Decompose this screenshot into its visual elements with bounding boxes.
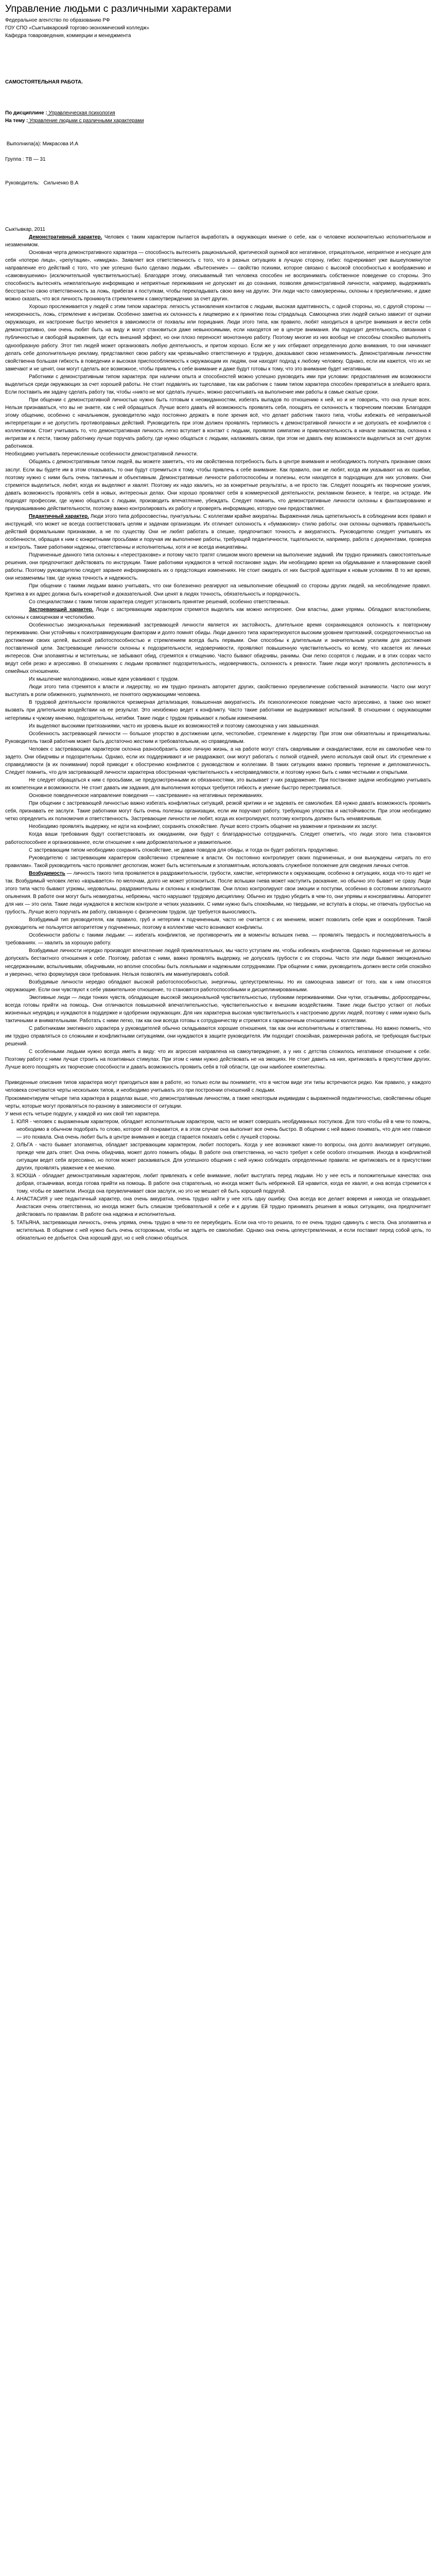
paragraph: Подчиненные данного типа склонны к «перестраховке» и потому часто тратят слишком много времени на выполнение заданий. Им трудно принимать самостоятельные решения, они предпочитают действовать по инструкции. Такие работники нуждаются в четкой постановке задач. Им необходимо время на обдумывание и планирование своей работы. Поэтому руководителю следует заранее информировать их о предстоящих изменениях. Не стоит ожидать от них быстрой адаптации к новым условиям. В то же время, они незаменимы там, где нужна точность и надежность. bbox=[5, 552, 431, 582]
paragraph: Возбудимые личности нередко обладают высокой работоспособностью, энергичны, целеустремленны. Но их самооценка зависит от того, как к ним относятся окружающие. Если они чувствуют к себе уважительное отношение, то становятся работоспособными и дисциплинированными. bbox=[5, 979, 431, 993]
document-title: Управление людьми с различными характерами bbox=[5, 3, 232, 14]
list-item: 4. АНАСТАСИЯ у нее педантичный характер, она очень аккуратна, очень трудно найти у нее хоть одну ошибку. Она всегда все делает вовремя и никогда не опаздывает. Анастасия очень ответственна, но иногда может быть слишком требовательной к себе и к другим. Ей трудно принимать решения в новых ситуациях, она предпочитает действовать по правилам. В работе она надежна и исполнительна. bbox=[16, 1195, 431, 1218]
paragraph-text: — личность такого типа проявляется в раздражительности, грубости, хамстве, нетерпимости к окружающим, особенно в ситуациях, когда что-то идет не так. Возбудимый человек легко «взрывается» по мелочам, долго не может успокоиться. После вспышки гнева может наступить раскаяние, но обычно это бывает не сразу. Люди этого типа часто бывают угрюмы, недовольны, раздражительны и склонны к конфликтам. Они плохо контролируют свои эмоции и поступки, особенно в состоянии алкогольного опьянения. В работе они могут быть неаккуратны, небрежны, часто нарушают трудовую дисциплину. Обычно их трудно убедить в чем-то, они упрямы и консервативны. Авторитет для них — это сила. Такие люди нуждаются в жестком контроле и четких указаниях. С ними нужно быть спокойными, но твердыми, не вступать в споры, не отвечать грубостью на грубость. Лучше всего поручать им работу, связанную с физическим трудом, где требуется выносливость. bbox=[5, 870, 431, 916]
topic-line bbox=[5, 117, 431, 125]
header-line-college: ГОУ СПО «Сыктывкарский торгово-экономический колледж» bbox=[5, 25, 149, 31]
paragraph: Люди этого типа стремятся к власти и лидерству, но им трудно признать авторитет других, свойственно преувеличение собственной значимости. Часто они могут выступать в роли обиженного, ущемленного, не понятого окружающими человека. bbox=[5, 684, 431, 698]
paragraph: При общении с застревающей личностью важно избегать конфликтных ситуаций, резкой критики и не задевать ее самолюбия. Ей нужно давать возможность проявить себя, признавать ее заслуги. Такие работники могут быть очень полезны организации, если им поручают работу, требующую упорства и настойчивости. При этом необходимо четко определить их полномочия и ответственность. Застревающие личности не любят, когда их контролируют, поэтому контроль должен быть ненавязчивым. bbox=[5, 801, 431, 822]
paragraph: С особенными людьми нужно всегда иметь в виду: что их агрессия направлена на самоутверждение, а у них с детства сложилось негативное отношение к себе. Поэтому работу с ними лучше строить на позитивных стимулах. При этом с ними нужно действовать не на эмоциях. Не стоит давить на них, критиковать в присутствии других. Лучше всего поощрять их творческие способности и давать возможность проявить себя в той области, где они наиболее компетентны. bbox=[5, 1049, 431, 1071]
paragraph: Необходимо проявлять выдержку, не идти на конфликт, сохранять спокойствие. Лучше всего строить общение на уважении и признании их заслуг. bbox=[29, 824, 378, 830]
paragraph bbox=[5, 606, 431, 621]
paragraph: С работниками эмотивного характера у руководителей обычно складываются хорошие отношения, так как они исполнительны и ответственны. Но важно помнить, что им трудно справляться со сложными и конфликтными ситуациями, они нуждаются в защите руководителя. Им подходит спокойная, размеренная работа, не требующая быстрых решений. bbox=[5, 1026, 431, 1047]
section-term: Возбудимость bbox=[29, 870, 65, 876]
paragraph: У меня есть четыре подруги, у каждой из них свой тип характера. bbox=[5, 1111, 161, 1117]
student-label: Выполнила(а): bbox=[6, 141, 41, 147]
header-line-agency: Федеральное агентство по образованию РФ bbox=[5, 18, 110, 23]
paragraph-text: Человек с таким характером пытается выработать в окружающих мнение о себе, как о человеке исключительно исполнительном и незаменимом. bbox=[5, 234, 431, 248]
paragraph: Со специалистами с таким типом характера следует установить принятие решений, особенно ответственных. bbox=[29, 599, 290, 605]
group-line bbox=[5, 156, 431, 163]
paragraph: Человек с застревающим характером склонна разнообразить свою личную жизнь, а на работе могут стать сварливыми и скандалистами, если их самолюбие чем-то задето. Они обидчивы и подозрительны. Однако, если их поддерживают и не раздражают, они могут работать с полной отдачей, умело используя свой опыт. Их стремление к справедливости (в их понимании) порой приводит к обострению конфликтов с руководством и коллегами. В таких ситуациях важно проявить терпение и дипломатичность. Следует помнить, что для застревающей личности характерна обостренная чувствительность к несправедливости, и поэтому нужно быть с ними честными и открытыми. bbox=[5, 746, 431, 775]
paragraph: Особенностью эмоциональных переживаний застревающей личности является их застойность, длительное время сохраняющаяся склонность к повторному переживанию. Они устойчивы к психотравмирующим факторам и долго помнят обиды. Люди данного типа характеризуются высоким уровнем притязаний, сосредоточенностью на достижении своих целей, высокой работоспособностью и стремлением всегда быть первыми. Они способны к длительным и значительным усилиям для достижения поставленной цели. Застревающие личности склонны к подозрительности, недоверчивости, проявляют повышенную чувствительность ко всему, что касается их личных интересов. Они злопамятны и мстительны, не забывают обид, стремятся к отмщению. Часто бывают обидчивы, ранимы. Они легко ссорятся с людьми, и в этих ссорах часто ведут себя резко и агрессивно. В отношениях с людьми проявляют подозрительность, недоверчивость, склонность к ревности. Такие люди могут проявлять деспотичность в семейных отношениях. bbox=[5, 622, 431, 675]
group-value: ТВ — 31 bbox=[24, 157, 46, 163]
paragraph: Руководителю с застревающим характером свойственно стремление к власти. Он постоянно контролирует своих подчиненных, и они вынуждены «играть по его правилам». Такой руководитель часто проявляет деспотизм, может быть мстительным и злопамятным, использовать служебное положение для сведения личных счетов. bbox=[5, 855, 431, 869]
paragraph bbox=[5, 513, 431, 551]
paragraph: С застревающим типом необходимо сохранять спокойствие, не давая поводов для обиды, и тогда он будет работать продуктивно. bbox=[29, 847, 339, 853]
paragraph: Их мышление малоподвижно, новые идеи усваивают с трудом. bbox=[29, 676, 179, 683]
paragraph: Не следует обращаться к ним с просьбами, не предусмотренными их обязанностями, это вызывает у них раздражение. При постановке задачи необходимо учитывать их компетенции и возможности. Не стоит давать им задания, для выполнения которых требуется гибкость и умение быстро перестраиваться. bbox=[5, 777, 431, 791]
discipline-value: Управленческая психология bbox=[47, 110, 115, 116]
paragraph: Хорошо прослеживается у людей с этим типом характера: легкость установления контактов с людьми, высокая адаптивность, с одной стороны, но, с другой стороны — неискренность, ложь, стремление к интригам. Особенно заметна их склонность к лицемерию и к принятию позы страдальца. Самооценка этих людей сильно зависит от оценки окружающих, их настроение быстро меняется в зависимости от похвалы или порицания. Люди этого типа, как правило, любят находиться в центре внимания и вести себя демонстративно, они очень любят быть на виду и могут становиться даже невыносимыми, если находятся не в центре внимания. Им подходит деятельность, связанная с публичностью и свободой выражения, где есть внешний эффект, но они плохо переносят монотонную работу. Поэтому многие из них вообще не способны спокойно выполнять однообразную работу. Этот тип людей может организовать любую деятельность, и притом хорошо. Если же у них отбирают определенную долю внимания, то они начинают делать себе дополнительную рекламу, представляют свою работу как чрезвычайно ответственную и трудную, доказывают свою незаменимость. Демонстративным личностям свойственна большая гибкость в поведении и высокая приспособляемость к окружающим их людям, они находят подход к любому человеку. Однако, если им кажется, что их не замечают и не ценят, они могут сделать все возможное, чтобы привлечь к себе внимание и даже будут готовы к тому, что это внимание будет негативным. bbox=[5, 304, 431, 372]
section-term: Педантичный характер. bbox=[29, 513, 89, 519]
friends-list bbox=[5, 1118, 431, 1242]
paragraph: Возбудимый тип руководителя, как правило, груб и нетерпим к подчиненным, часто не считается с их мнением, может позволить себе крик и оскорбления. Такой руководитель не пользуется авторитетом у подчиненных, поэтому в коллективе часто возникают конфликты. bbox=[5, 917, 431, 931]
paragraph-text: Люди с застревающим характером стремятся выделить как можно интереснее. Они властны, даже упрямы. Обладают властолюбием, склонны к самоценкам и честолюбию. bbox=[5, 606, 431, 620]
paragraph bbox=[5, 233, 431, 249]
list-item: 3. КСЮША - обладает демонстративным характером, любит привлекать к себе внимание, любит выступать перед людьми. Но у нее есть и положительные качества: она добрая, отзывчивая, всегда готова прийти на помощь. В работе она старательна, но иногда может быть небрежной. Ей нравится, когда ее хвалят, и она всегда стремится к тому, чтобы ее заметили. Иногда она преувеличивает свои заслуги, но это не мешает ей быть хорошей подругой. bbox=[16, 1172, 431, 1195]
paragraph: Основная черта демонстративного характера — способность вытеснять рациональной, критической оценкой все негативное, отрицательное, неприятное и несущее для себя «потерю лица», «репутации», «имиджа». Заявляет вся ответственность с того, что в разных ситуациях в лучшую сторону, гибко: подчеркивает уже вышеупомянутое направление его действий с того, что уже успешно было сделано людьми. «Вытеснение» — свойство психики, которое связано с высокой способностью к воображению и «самовнушению» (исключительной чувствительностью). Благодаря этому, описываемый тип человека способен не воспринимать собственное поведение со стороны. Это способность вытеснять нежелательную информацию и неприятные переживания не допускает их до сознания, позволяя демонстративной личности, например, выдерживать бесстрастно свою ответственность за ложь, прибегая к поступкам, чтобы перекладывать свою вину на других. Эти люди часто самоуверенны, склонны к преувеличению, и даже можно сказать, что вся личность проникнута стремлением к самоутверждению за счет других. bbox=[5, 249, 431, 302]
paragraph: Особенность застревающей личности — большое упорство в достижении цели, честолюбие, стремление к лидерству. При этом они обязательны и принципиальны. Руководитель такой работник может быть достаточно жестким и требовательным, но справедливым. bbox=[5, 731, 431, 744]
list-item: 2. ОЛЬГА - часто бывает злопамятна, обладает застревающим характером, любит поспорить. Когда у нее возникают какие-то вопросы, она долго анализирует ситуацию, прежде чем дать ответ. Она очень обидчива, может долго помнить обиды. В работе она ответственна, но часто требует к себе особого отношения. Иногда в конфликтной ситуации ведет себя агрессивно, но потом может раскаиваться. Для успешного общения с ней нужно соблюдать определенные правила: не критиковать ее в присутствии других, проявлять уважение к ее мнению. bbox=[16, 1141, 431, 1172]
city-year: Сыктывкар, 2011 bbox=[5, 226, 45, 232]
paragraph bbox=[5, 870, 431, 916]
work-type: САМОСТОЯТЕЛЬНАЯ РАБОТА. bbox=[5, 79, 83, 86]
topic-value: Управление людьми с различными характерами bbox=[28, 118, 144, 124]
paragraph: Общаясь с демонстративным типом людей, вы можете заметить, что им свойственна потребность быть в центре внимания и необходимость получать признание своих заслуг. Если вы будете им в этом отказывать, то они будут стремиться к тому, чтобы привлечь к себе внимание. Как правило, они не любят, когда им указывают на их ошибки, поэтому нужно с ними быть очень тактичным и объективным. Демонстративные личности работоспособны и полезны, если находятся в подходящих для них условиях. Они стремятся выделиться, любят, когда их выделяют и хвалят. Поэтому их надо хвалить, но за конкретные результаты, а не просто так. Следует поощрять их творческие усилия, давать возможность проявлять себя в новых, интересных делах. Они хорошо проявляют себя в коммерческой деятельности, рекламном бизнесе, в театре, на эстраде. Им подходят профессии, где нужно общаться с людьми, производить впечатление, убеждать. Следует помнить, что демонстративные личности склонны к фантазированию и приукрашиванию действительности, поэтому важно контролировать их работу и проверять информацию, которую они предоставляют. bbox=[5, 459, 431, 512]
paragraph-text: Люди этого типа добросовестны, пунктуальны. С коллегами крайне аккуратны. Выраженная лишь щепетильность в соблюдении всех правил и инструкций, что может не всегда соответствовать целям и задачам организации. Их отличает склонность к «бумажному» стилю работы: они склонны оценивать правильность действий формальными признаками, а не по существу. Они не любят работать в спешке, предпочитают точность и аккуратность. Руководителю следует учитывать их особенности, обращая к ним с конкретными просьбами и поручая им выполнение работы, требующей педантичности, тщательности, например, работа с документами, проверка и контроль. Такие работники надежны, ответственны и исполнительны, хотя и не всегда инициативны. bbox=[5, 513, 431, 551]
supervisor-value: Сильченко В.А bbox=[43, 180, 79, 186]
section-term: Демонстративный характер. bbox=[29, 234, 102, 240]
discipline-label: По дисциплине : bbox=[5, 110, 47, 116]
paragraph: Необходимо учитывать перечисленные особенности демонстративной личности. bbox=[5, 451, 198, 457]
student-line bbox=[5, 140, 431, 148]
document-page bbox=[0, 2, 436, 1242]
supervisor-label: Руководитель: bbox=[5, 180, 40, 186]
supervisor-line bbox=[5, 179, 431, 187]
paragraph: В трудовой деятельности проявляются чрезмерная детализация, повышенная аккуратность. Их психологическое поведение часто агрессивно, а также оно может вызвать при длительном воздействии на ее результат. Это неизбежно ведет к конфликту. Часто такие работники не выдерживают испытаний. В отношении с окружающими нетерпимы к чужому мнению, подозрительны, негибки. Такие люди с трудом привыкают к любым изменениям. bbox=[5, 700, 431, 721]
paragraph: Особенности работы с такими людьми: — избегать конфликтов, не противоречить им в моменты вспышек гнева. — проявлять твердость и последовательность в требованиях. — хвалить за хорошую работу. bbox=[5, 933, 431, 946]
paragraph: Приведенные описания типов характера могут пригодиться вам в работе, но только если вы понимаете, что в чистом виде эти типы встречаются редко. Как правило, у каждого человека сочетаются черты нескольких типов, и необходимо учитывать это при построении отношений с людьми. bbox=[5, 1080, 431, 1094]
section-term: Застревающий характер. bbox=[29, 606, 94, 613]
paragraph: Эмотивные люди — люди тонких чувств, обладающие высокой эмоциональной чувствительностью, глубокими переживаниями. Они чутки, отзывчивы, добросердечны, всегда готовы прийти на помощь. Они отличаются повышенной впечатлительностью, чувствительностью к внешним воздействиям. Такие люди быстро устают от любых жизненных неурядиц и нуждаются в поддержке и одобрении окружающих. Для них характерна высокая чувствительность к настроению других людей, поэтому с ними нужно быть тактичными и внимательными. Работать с ними легко, так как они всегда готовы к сотрудничеству и стремятся к гармоничным отношениям с коллегами. bbox=[5, 994, 431, 1024]
topic-label: На тему : bbox=[5, 118, 28, 124]
paragraph: Их выделяют высокими притязаниями, часто их уровень выше их возможностей и поэтому самооценка у них завышенная. bbox=[29, 723, 320, 729]
list-item: 5. ТАТЬЯНА, застревающая личность, очень упряма, очень трудно в чем-то ее переубедить. Если она что-то решила, то ее очень трудно сдвинуть с места. Она злопамятна и мстительна. В общении с ней нужно быть очень осторожным, чтобы не задеть ее самолюбие. Однако она очень целеустремленная, и если поставит перед собой цель, то обязательно ее добьется. Она хороший друг, но с ней сложно общаться. bbox=[16, 1219, 431, 1242]
paragraph: Когда ваши требования будут соответствовать их ожиданиям, они будут с благодарностью сотрудничать. Следует отметить, что люди этого типа становятся работоспособнее и организованнее, если отношение к ним доброжелательное и уважительное. bbox=[5, 832, 431, 845]
paragraph: Возбудимые личности нередко производят впечатление людей привлекательных, мы часто уступаем им, чтобы избежать конфликтов. Однако подчиненные не должны допускать бестактного отношения к себе. Поэтому, работая с ними, важно проявлять выдержку, не допускать грубости с их стороны. Часто эти люди бывают эмоционально несдержанными, вспыльчивыми, обидчивыми, но вполне способны быть лояльными и надежными сотрудниками. При общении с ними, руководитель должен вести себя спокойно и уверенно, четко формулируя свои требования. Нельзя позволять им манипулировать собой. bbox=[5, 948, 431, 977]
header-line-department: Кафедра товароведения, коммерции и менеджмента bbox=[5, 33, 131, 39]
paragraph: При общении с демонстративной личностью нужно быть готовым к неожиданностям, избегать выпадов по отношению к ней, но и не говорить, что она лучше всех. Нельзя признаваться, что вы не знаете, как с ней обращаться. Лучше всего давать ей возможность проявлять себя, поощрять ее склонность к творческим поискам. Благодаря этому общению, особенно с начальником, руководителю надо постоянно держать в поле зрения всё, что делает работник такого типа, чтобы избежать её неправильной интерпретации и не допустить противоправных действий. Руководитель при этом должен проявлять терпимость к демонстративной личности и не допускать её конфликтов с коллективом. Стоит учитывать то, что демонстративная личность легко вступает в контакт с людьми, проявляя симпатию и привлекательность в начале знакомства, склонна к интригам и к лести, такому работнику лучше поручать работу, где нужно общаться с людьми, налаживать связи, при этом не давать ему возможности выделиться за счет других работников. bbox=[5, 397, 431, 450]
paragraph: Работники с демонстративным типом характера: при наличии опыта и способностей можно успешно руководить ими при условии: предоставления им возможности выделиться среди окружающих за счет хорошей работы. Не стоит подавлять их тщеславие, так как работник с таким типом характера способен превратиться в злейшего врага. Если поставить им задачу сделать работу так, чтобы «никто не мог сделать лучше», можно рассчитывать на выполнение ими работы в самые сжатые сроки. bbox=[5, 374, 431, 395]
student-value: Микрасова И.А bbox=[41, 141, 78, 147]
list-item: 1. ЮЛЯ - человек с выраженным характером, обладает исполнительным характером, часто не может совершать необдуманных поступков. Для того чтобы ей в чем-то помочь, необходимо в обычном подобрать то слово, которое ей понравится, и в этом случае она выполнит все очень быстро. В общении с ней важно понимать, что для нее главное — это похвала. Она очень любит быть в центре внимания и всегда старается показать себя с лучшей стороны. bbox=[16, 1118, 431, 1141]
paragraph: Прокомментируем четыре типа характера в разделах выше, что демонстративным личностям, а также некоторым индивидам с выраженной педантичностью, свойственны общие черты, которые могут проявляться по-разному в зависимости от ситуации. bbox=[5, 1095, 431, 1109]
paragraph: При общении с такими людьми важно учитывать, что они болезненно реагируют на невыполнение обещаний со стороны других людей, на несоблюдение правил. Критика в их адрес должна быть конкретной и доказательной. Они ценят в людях точность, обязательность и порядочность. bbox=[5, 583, 431, 597]
discipline-line bbox=[5, 109, 431, 117]
group-label: Группа : bbox=[5, 157, 24, 163]
paragraph: Основное поведенческое направление поведения — «застревание» на негативных переживаниях. bbox=[29, 793, 264, 799]
